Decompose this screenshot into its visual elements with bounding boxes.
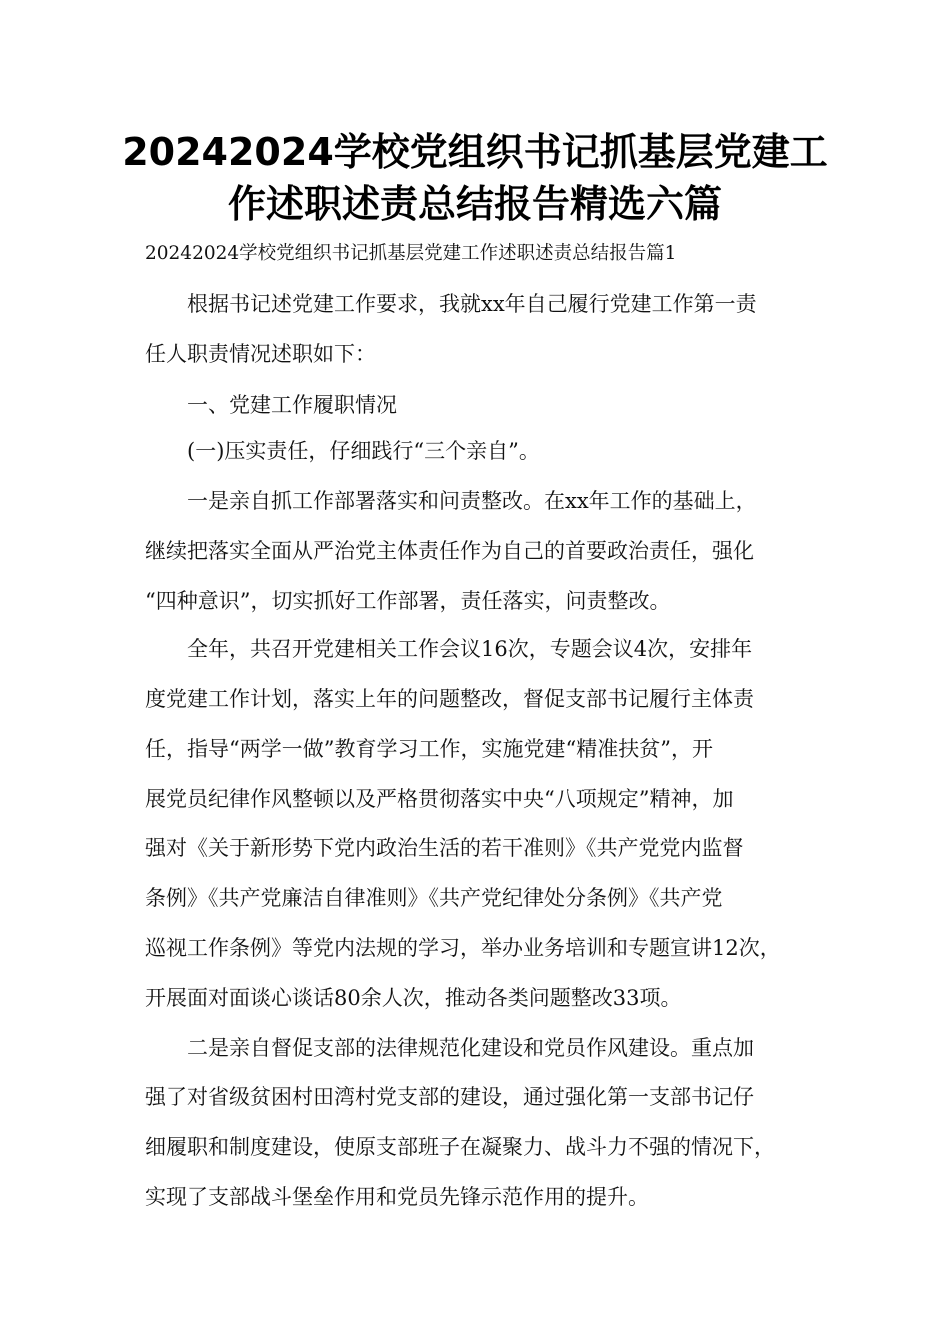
body-line: 全年，共召开党建相关工作会议16次，专题会议4次，安排年 — [187, 637, 753, 661]
body-line: 一是亲自抓工作部署落实和问责整改。在xx年工作的基础上， — [187, 489, 757, 513]
body-line: 开展面对面谈心谈话80余人次，推动各类问题整改33项。 — [145, 986, 682, 1010]
document-title-line-2: 作述职述责总结报告精选六篇 — [227, 182, 722, 226]
body-line: 强了对省级贫困村田湾村党支部的建设，通过强化第一支部书记仔 — [145, 1085, 754, 1109]
body-line: 度党建工作计划，落实上年的问题整改，督促支部书记履行主体责 — [145, 687, 754, 711]
section-heading: 20242024学校党组织书记抓基层党建工作述职述责总结报告篇1 — [145, 243, 677, 264]
body-line: 继续把落实全面从严治党主体责任作为自己的首要政治责任，强化 — [145, 539, 754, 563]
body-line: 实现了支部战斗堡垒作用和党员先锋示范作用的提升。 — [145, 1185, 649, 1209]
document-title-line-1: 20242024学校党组织书记抓基层党建工 — [122, 130, 828, 174]
body-line: 展党员纪律作风整顿以及严格贯彻落实中央“八项规定”精神，加 — [145, 787, 734, 811]
body-line: 任，指导“两学一做”教育学习工作，实施党建“精准扶贫”，开 — [145, 737, 713, 761]
body-line: “四种意识”，切实抓好工作部署，责任落实，问责整改。 — [145, 589, 671, 613]
body-line: 巡视工作条例》等党内法规的学习，举办业务培训和专题宣讲12次， — [145, 936, 781, 960]
body-line: 细履职和制度建设，使原支部班子在凝聚力、战斗力不强的情况下， — [145, 1135, 775, 1159]
body-line: 条例》《共产党廉洁自律准则》《共产党纪律处分条例》《共产党 — [145, 886, 723, 910]
body-line: 一、党建工作履职情况 — [187, 393, 397, 417]
body-line: 强对《关于新形势下党内政治生活的若干准则》《共产党党内监督 — [145, 836, 744, 860]
body-line: 二是亲自督促支部的法律规范化建设和党员作风建设。重点加 — [187, 1036, 754, 1060]
body-line: 根据书记述党建工作要求，我就xx年自己履行党建工作第一责 — [187, 292, 757, 316]
body-line: 任人职责情况述职如下： — [145, 342, 376, 366]
body-line: (一)压实责任，仔细践行“三个亲自”。 — [187, 439, 540, 463]
